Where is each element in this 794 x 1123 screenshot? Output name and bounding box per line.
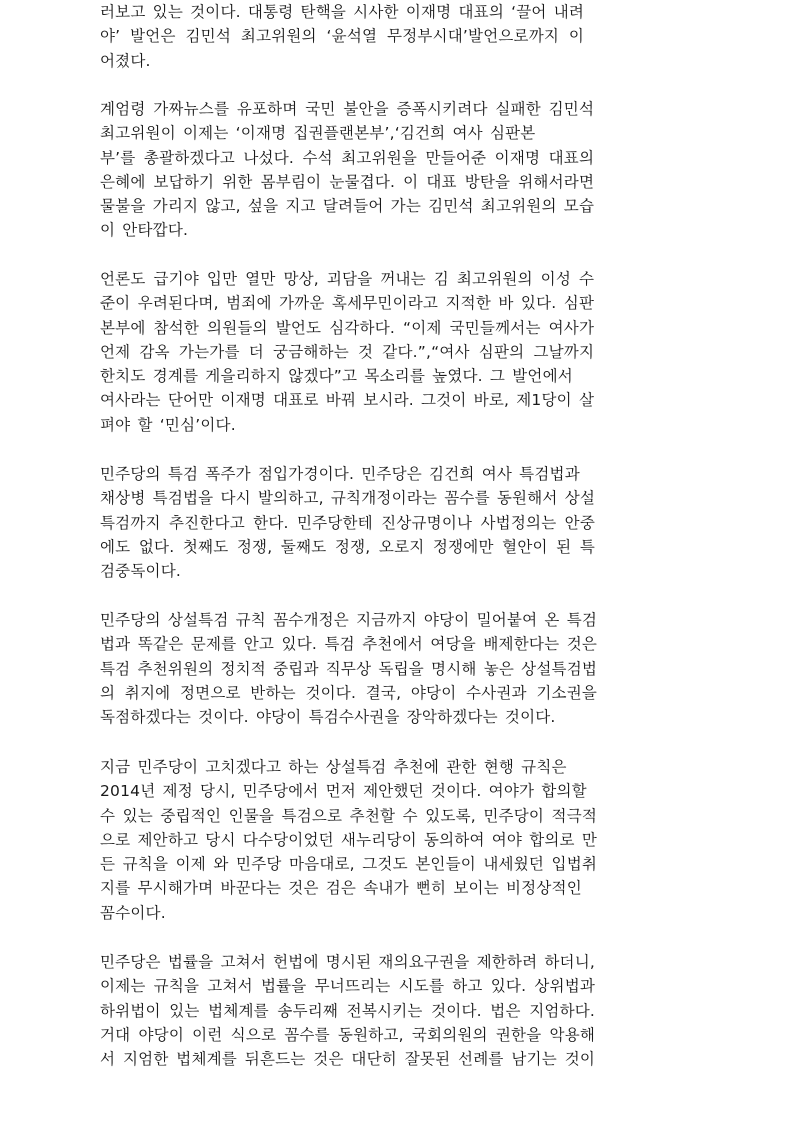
paragraph-4 <box>100 462 595 583</box>
text-line: 검중독이다. <box>100 562 181 581</box>
text-line: 이 안타깝다. <box>100 221 189 240</box>
text-line: 이제는 규칙을 고쳐서 법률을 무너뜨리는 시도를 하고 있다. 상위법과 <box>100 977 596 996</box>
paragraph-2 <box>100 97 594 243</box>
text-line: 여사라는 단어만 이재명 대표로 바꿔 보시라. 그것이 바로, 제1당이 살 <box>100 391 595 410</box>
text-line: 에도 없다. 첫째도 정쟁, 둘째도 정쟁, 오로지 정쟁에만 혈안이 된 특 <box>100 537 596 556</box>
text-line: 민주당의 상설특검 규칙 꼼수개정은 지금까지 야당이 밀어붙여 온 특검 <box>100 611 598 629</box>
text-line: 든 규칙을 이제 와 민주당 마음대로, 그것도 본인들이 내세웠던 입법취 <box>100 855 598 874</box>
text-line: 채상병 특검법을 다시 발의하고, 규칙개정이라는 꼼수를 동원해서 상설 <box>100 489 596 508</box>
text-line: 거대 야당이 이런 식으로 꼼수를 동원하고, 국회의원의 권한을 악용해 <box>100 1025 596 1044</box>
text-line: 언제 감옥 가는가를 더 궁금해하는 것 같다.”,“여사 심판의 그날까지 <box>100 342 595 361</box>
text-line: 의 취지에 정면으로 반하는 것이다. 결국, 야당이 수사권과 기소권을 <box>100 683 598 702</box>
text-line: 최고위원이 이제는 ‘이재명 집권플랜본부’,‘김건희 여사 심판본 <box>100 124 536 143</box>
paragraph-5 <box>100 608 597 729</box>
text-line: 언론도 급기야 입만 열만 망상, 괴담을 꺼내는 김 최고위원의 이성 수 <box>100 270 595 288</box>
text-line: 법과 똑같은 문제를 안고 있다. 특검 추천에서 여당을 배제한다는 것은 <box>100 635 598 654</box>
text-line: 으로 제안하고 당시 다수당이었던 새누리당이 동의하여 여야 합의로 만 <box>100 830 598 849</box>
text-line: 서 지엄한 법체계를 뒤흔드는 것은 대단히 잘못된 선례를 남기는 것이 <box>100 1050 596 1069</box>
text-line: 독점하겠다는 것이다. 야당이 특검수사권을 장악하겠다는 것이다. <box>100 708 556 727</box>
text-line: 수 있는 중립적인 인물을 특검으로 추천할 수 있도록, 민주당이 적극적 <box>100 806 598 825</box>
paragraph-7 <box>100 950 595 1071</box>
text-line: 부’를 총괄하겠다고 나섰다. 수석 최고위원을 만들어준 이재명 대표의 <box>100 148 595 167</box>
text-line: 지를 무시해가며 바꾼다는 것은 검은 속내가 뻔히 보이는 비정상적인 <box>100 879 582 898</box>
text-line: 물불을 가리지 않고, 섶을 지고 달려들어 가는 김민석 최고위원의 모습 <box>100 197 595 216</box>
text-line: 계엄령 가짜뉴스를 유포하며 국민 불안을 증폭시키려다 실패한 김민석 <box>100 100 595 118</box>
paragraph-6 <box>100 755 597 925</box>
text-line: 야’ 발언은 김민석 최고위원의 ‘윤석열 무정부시대’발언으로까지 이 <box>100 27 585 46</box>
text-line: 어졌다. <box>100 51 151 70</box>
text-line: 민주당은 법률을 고쳐서 헌법에 명시된 재의요구권을 제한하려 하더니, <box>100 953 596 971</box>
text-line: 하위법이 있는 법체계를 송두리째 전복시키는 것이다. 법은 지엄하다. <box>100 1001 596 1020</box>
text-line: 민주당의 특검 폭주가 점입가경이다. 민주당은 김건희 여사 특검법과 <box>100 465 580 483</box>
text-line: 2014년 제정 당시, 민주당에서 먼저 제안했던 것이다. 여야가 합의할 <box>100 782 587 801</box>
text-line: 특검 추천위원의 정치적 중립과 직무상 독립을 명시해 놓은 상설특검법 <box>100 659 598 678</box>
paragraph-1 <box>100 0 584 73</box>
paragraph-3 <box>100 267 594 437</box>
text-line: 특검까지 추진한다고 한다. 민주당한테 진상규명이나 사법정의는 안중 <box>100 513 596 532</box>
text-line: 준이 우려된다며, 범죄에 가까운 혹세무민이라고 지적한 바 있다. 심판 <box>100 294 595 313</box>
text-line: 펴야 할 ‘민심’이다. <box>100 415 236 434</box>
text-line: 은혜에 보답하기 위한 몸부림이 눈물겹다. 이 대표 방탄을 위해서라면 <box>100 172 595 191</box>
text-line: 지금 민주당이 고치겠다고 하는 상설특검 추천에 관한 현행 규칙은 <box>100 758 567 776</box>
text-line: 한치도 경계를 게을리하지 않겠다”고 목소리를 높였다. 그 발언에서 <box>100 367 573 386</box>
text-line: 본부에 참석한 의원들의 발언도 심각하다. “이제 국민들께서는 여사가 <box>100 318 595 337</box>
text-line: 꼼수이다. <box>100 903 166 922</box>
text-line: 러보고 있는 것이다. 대통령 탄핵을 시사한 이재명 대표의 ‘끌어 내려 <box>100 3 585 21</box>
